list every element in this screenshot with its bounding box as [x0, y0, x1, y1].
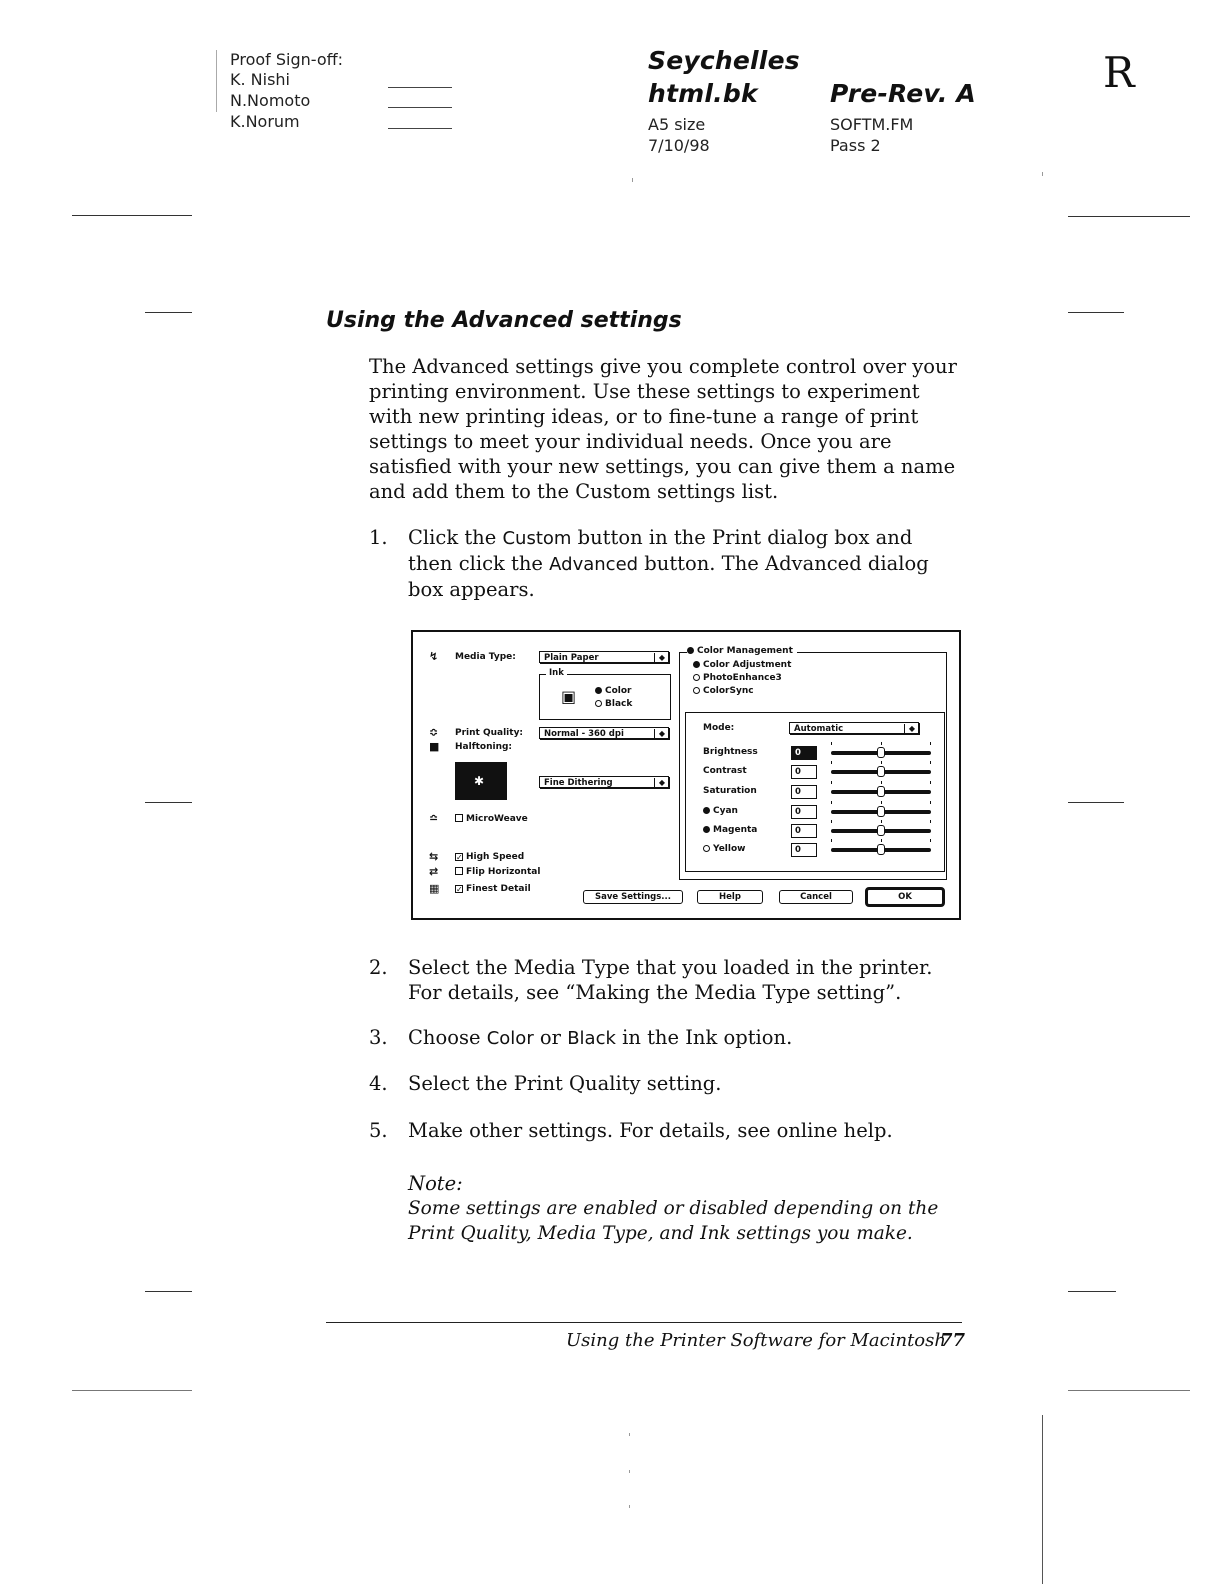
- book-pass: Pass 2: [830, 136, 881, 155]
- flip-horizontal-checkbox[interactable]: Flip Horizontal: [455, 867, 540, 877]
- microweave-checkbox[interactable]: MicroWeave: [455, 814, 528, 824]
- help-button[interactable]: Help: [697, 890, 763, 904]
- margin-mark: [216, 50, 217, 112]
- crop-mark: [72, 1390, 192, 1391]
- color-dot-icon: [703, 845, 710, 852]
- book-revision: Pre-Rev. A: [830, 79, 976, 108]
- proof-name-2: N.Nomoto: [230, 91, 311, 110]
- adjustment-field-contrast[interactable]: 0: [791, 765, 817, 779]
- step-3-text: Choose Color or Black in the Ink option.: [408, 1026, 793, 1049]
- adjustment-field-brightness[interactable]: 0: [791, 746, 817, 760]
- high-speed-icon: ⇆: [429, 850, 439, 863]
- crop-mark: [1068, 312, 1124, 313]
- step-5-text: Make other settings. For details, see online help.: [408, 1119, 893, 1142]
- ink-option-black[interactable]: Black: [595, 699, 632, 709]
- print-quality-popup[interactable]: Normal - 360 dpi ◆: [539, 727, 669, 739]
- adjustment-label-cyan: Cyan: [703, 806, 738, 816]
- book-size: A5 size: [648, 115, 706, 134]
- step-4-number: 4.: [369, 1072, 388, 1095]
- adjustment-label-brightness: Brightness: [703, 747, 758, 757]
- intro-paragraph: The Advanced settings give you complete control over your printing environment. Use these settings to experiment with new printing ideas, or to fine-tune a range of print settings to meet your individual needs. Once you are satisfied with your new settings, you can give them a name and add them to the Custom settings list.: [369, 355, 957, 503]
- margin-mark: [1042, 1415, 1043, 1584]
- color-dot-icon: [703, 826, 710, 833]
- crop-mark: [1068, 1390, 1190, 1391]
- step-2-text: Select the Media Type that you loaded in the printer. For details, see “Making the Media Type setting”.: [408, 956, 933, 1004]
- note-text: Some settings are enabled or disabled depending on the Print Quality, Media Type, and Ink settings you make.: [408, 1198, 939, 1244]
- adjustment-slider-magenta[interactable]: [831, 824, 931, 838]
- signoff-line-3: [388, 128, 452, 129]
- proof-label: Proof Sign-off:: [230, 50, 344, 69]
- footer-text: Using the Printer Software for Macintosh: [566, 1330, 946, 1351]
- ui-term-custom: Custom: [502, 528, 572, 549]
- ui-term-advanced: Advanced: [549, 554, 639, 575]
- crop-mark: [1068, 1291, 1116, 1292]
- adjustment-slider-cyan[interactable]: [831, 805, 931, 819]
- adjustment-field-yellow[interactable]: 0: [791, 843, 817, 857]
- step-1-text: Click the Custom button in the Print dialog box and then click the Advanced button. The Advanced dialog box appears.: [408, 526, 929, 601]
- adjustment-field-magenta[interactable]: 0: [791, 824, 817, 838]
- color-dot-icon: [703, 807, 710, 814]
- finest-detail-icon: ▦: [429, 882, 440, 895]
- adjustment-field-saturation[interactable]: 0: [791, 785, 817, 799]
- halftone-preview: ✱: [455, 762, 507, 800]
- cm-option-colorsync[interactable]: ColorSync: [693, 686, 754, 696]
- cm-option-photoenhance[interactable]: PhotoEnhance3: [693, 673, 782, 683]
- crop-mark: [145, 1291, 192, 1292]
- slider-thumb[interactable]: [877, 766, 885, 777]
- microweave-icon: ≏: [429, 812, 439, 825]
- media-type-popup[interactable]: Plain Paper ◆: [539, 651, 669, 663]
- note-label: Note:: [408, 1172, 463, 1195]
- step-3-number: 3.: [369, 1026, 388, 1049]
- step-1-number: 1.: [369, 526, 388, 549]
- halftoning-popup[interactable]: Fine Dithering ◆: [539, 776, 669, 788]
- adjustment-slider-yellow[interactable]: [831, 843, 931, 857]
- slider-thumb[interactable]: [877, 825, 885, 836]
- cancel-button[interactable]: Cancel: [779, 890, 853, 904]
- ink-group: [539, 674, 671, 720]
- book-source: SOFTM.FM: [830, 115, 914, 134]
- mode-popup[interactable]: Automatic ◆: [789, 722, 919, 734]
- slider-thumb[interactable]: [877, 747, 885, 758]
- section-heading: Using the Advanced settings: [326, 308, 682, 333]
- slider-thumb[interactable]: [877, 844, 885, 855]
- save-settings-button[interactable]: Save Settings...: [583, 890, 683, 904]
- adjustment-label-yellow: Yellow: [703, 844, 745, 854]
- color-management-checkbox[interactable]: Color Management: [687, 646, 797, 656]
- proof-name-1: K. Nishi: [230, 70, 290, 89]
- proof-name-3: K.Norum: [230, 112, 300, 131]
- high-speed-checkbox[interactable]: ✓ High Speed: [456, 852, 525, 862]
- corner-letter: R: [1103, 48, 1135, 97]
- crop-mark: [72, 215, 192, 216]
- adjustment-slider-contrast[interactable]: [831, 765, 931, 779]
- ink-cartridge-icon: ▣: [561, 687, 577, 706]
- adjustment-label-magenta: Magenta: [703, 825, 757, 835]
- scan-speck: [629, 1505, 630, 1508]
- scan-speck: [1042, 172, 1043, 176]
- adjustment-label-contrast: Contrast: [703, 766, 747, 776]
- book-title: Seychelles: [648, 46, 800, 75]
- scan-speck: [629, 1470, 630, 1473]
- ui-term-black: Black: [567, 1028, 616, 1049]
- print-quality-label: Print Quality:: [455, 728, 524, 738]
- step-5-number: 5.: [369, 1119, 388, 1142]
- scan-speck: [632, 178, 633, 182]
- finest-detail-checkbox[interactable]: ✓ Finest Detail: [456, 884, 531, 894]
- book-file: html.bk: [648, 79, 758, 108]
- book-date: 7/10/98: [648, 136, 710, 155]
- halftoning-label: Halftoning:: [455, 742, 513, 752]
- cm-option-color-adjustment[interactable]: Color Adjustment: [693, 660, 791, 670]
- step-2-number: 2.: [369, 956, 388, 979]
- adjustment-field-cyan[interactable]: 0: [791, 805, 817, 819]
- slider-thumb[interactable]: [877, 786, 885, 797]
- halftoning-icon: ■: [429, 740, 440, 753]
- signoff-line-2: [388, 107, 452, 108]
- footer-rule: [326, 1322, 962, 1323]
- ink-option-color[interactable]: Color: [595, 686, 632, 696]
- media-type-icon: ↯: [429, 650, 439, 663]
- adjustment-slider-brightness[interactable]: [831, 746, 931, 760]
- scan-speck: [629, 1433, 630, 1436]
- print-quality-icon: ≎: [429, 726, 439, 739]
- media-type-label: Media Type:: [455, 652, 516, 662]
- signoff-line-1: [388, 87, 452, 88]
- advanced-dialog: [411, 630, 961, 920]
- flip-horizontal-icon: ⇄: [429, 865, 439, 878]
- step-4-text: Select the Print Quality setting.: [408, 1072, 722, 1095]
- adjustment-slider-saturation[interactable]: [831, 785, 931, 799]
- crop-mark: [145, 312, 192, 313]
- ui-term-color: Color: [486, 1028, 534, 1049]
- crop-mark: [1068, 802, 1124, 803]
- slider-thumb[interactable]: [877, 806, 885, 817]
- adjustment-label-saturation: Saturation: [703, 786, 757, 796]
- page-number: 77: [940, 1330, 966, 1351]
- mode-label: Mode:: [703, 723, 735, 733]
- crop-mark: [1068, 216, 1190, 217]
- ink-label: Ink: [546, 668, 567, 678]
- crop-mark: [145, 802, 192, 803]
- ok-button[interactable]: OK: [865, 887, 945, 907]
